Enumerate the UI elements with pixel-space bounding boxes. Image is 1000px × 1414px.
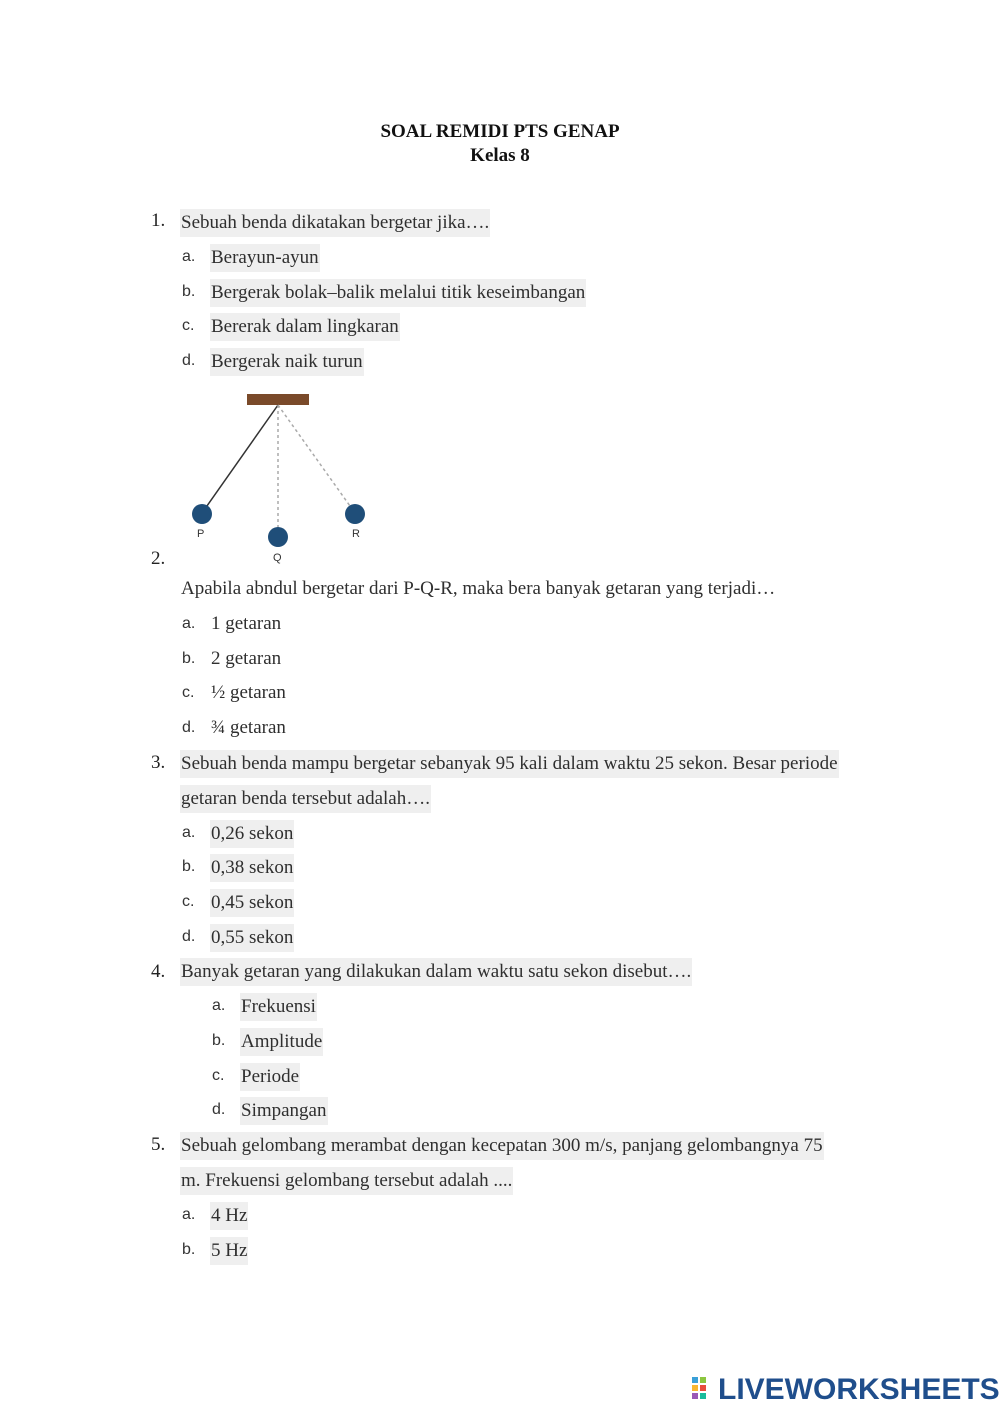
option-letter: a. [182, 824, 196, 841]
option-text[interactable]: 0,38 sekon [210, 854, 294, 882]
option-text[interactable]: 0,45 sekon [210, 889, 294, 917]
pendulum-bob-q [268, 527, 288, 547]
option-letter: c. [182, 893, 195, 910]
option-text[interactable]: 5 Hz [210, 1237, 248, 1265]
question-text-line1: Sebuah benda mampu bergetar sebanyak 95 kali dalam waktu 25 sekon. Besar periode [180, 750, 839, 778]
question-text: Sebuah benda dikatakan bergetar jika…. [180, 209, 490, 237]
option-text[interactable]: Periode [240, 1063, 300, 1091]
page-title: SOAL REMIDI PTS GENAP [380, 121, 620, 142]
option-text[interactable]: Bergerak naik turun [210, 348, 364, 376]
question-text-line2: m. Frekuensi gelombang tersebut adalah .... [180, 1167, 513, 1195]
option-letter: d. [182, 719, 196, 736]
pendulum-bob-p [192, 504, 212, 524]
option-text[interactable]: Simpangan [240, 1097, 328, 1125]
pendulum-label-r: R [352, 528, 360, 540]
option-text[interactable]: Amplitude [240, 1028, 323, 1056]
option-letter: d. [182, 928, 196, 945]
page-subtitle: Kelas 8 [470, 145, 530, 166]
liveworksheets-logo [692, 1373, 1000, 1407]
option-letter: c. [212, 1067, 225, 1084]
option-text[interactable]: Frekuensi [240, 993, 317, 1021]
question-text-line2: getaran benda tersebut adalah…. [180, 785, 431, 813]
option-text[interactable]: 4 Hz [210, 1202, 248, 1230]
option-text[interactable]: Bergerak bolak–balik melalui titik keseimbangan [210, 279, 586, 307]
option-letter: a. [182, 1206, 196, 1223]
question-number: 4. [151, 961, 166, 982]
option-text[interactable]: Bererak dalam lingkaran [210, 313, 400, 341]
question-number: 3. [151, 752, 166, 773]
pendulum-label-p: P [197, 528, 205, 540]
option-letter: a. [182, 248, 196, 265]
pendulum-label-q: Q [273, 552, 282, 564]
option-letter: b. [182, 283, 196, 300]
option-letter: b. [182, 650, 196, 667]
option-letter: a. [182, 615, 196, 632]
option-text[interactable]: Berayun-ayun [210, 244, 320, 272]
question-text: Apabila abndul bergetar dari P-Q-R, maka bera banyak getaran yang terjadi… [181, 578, 776, 599]
question-text-line1: Sebuah gelombang merambat dengan kecepatan 300 m/s, panjang gelombangnya 75 [180, 1132, 824, 1160]
option-text[interactable]: ½ getaran [211, 682, 286, 703]
pendulum-figure [180, 385, 380, 570]
liveworksheets-logo-text: LIVEWORKSHEETS [718, 1373, 1000, 1406]
option-letter: d. [182, 352, 196, 369]
pendulum-string-p [202, 405, 278, 513]
question-number: 1. [151, 210, 166, 231]
option-letter: c. [182, 317, 195, 334]
option-letter: c. [182, 684, 195, 701]
option-letter: d. [212, 1101, 226, 1118]
pendulum-support-bar [247, 394, 309, 405]
pendulum-bob-r [345, 504, 365, 524]
option-letter: b. [212, 1032, 226, 1049]
option-letter: b. [182, 1241, 196, 1258]
option-text[interactable]: 0,26 sekon [210, 820, 294, 848]
option-text[interactable]: ¾ getaran [211, 717, 286, 738]
question-number: 5. [151, 1134, 166, 1155]
question-number: 2. [151, 548, 166, 569]
question-text: Banyak getaran yang dilakukan dalam waktu satu sekon disebut…. [180, 958, 692, 986]
option-text[interactable]: 1 getaran [211, 613, 282, 634]
pendulum-string-r [278, 405, 355, 513]
option-letter: b. [182, 858, 196, 875]
liveworksheets-logo-icon [692, 1377, 714, 1403]
option-text[interactable]: 2 getaran [211, 648, 282, 669]
option-letter: a. [212, 997, 226, 1014]
option-text[interactable]: 0,55 sekon [210, 924, 294, 952]
